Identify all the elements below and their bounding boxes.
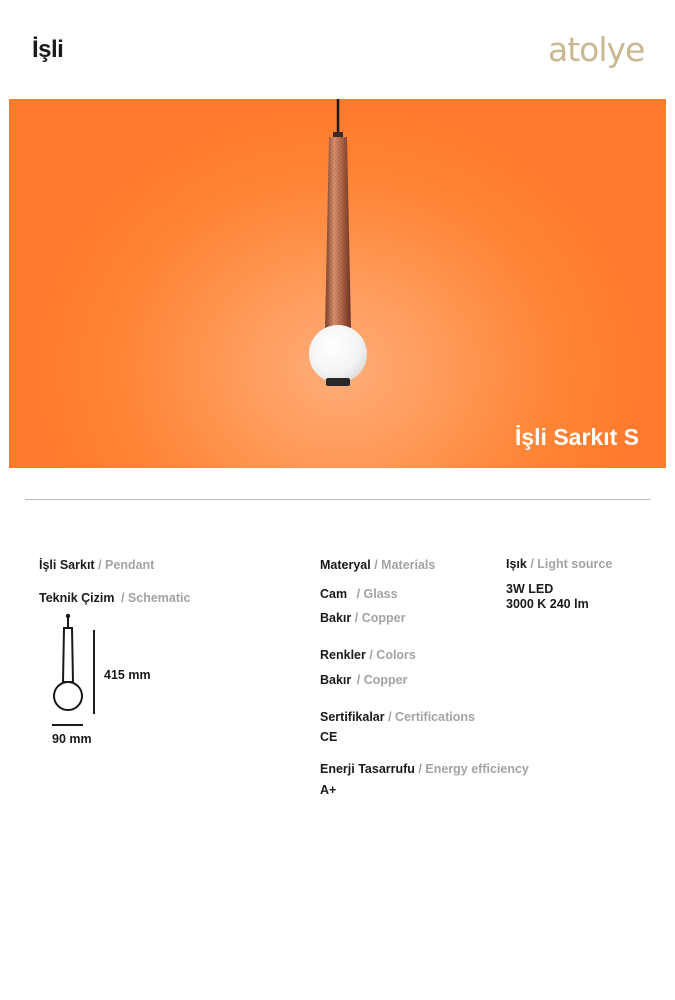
energy-label-en: / Energy efficiency	[418, 762, 529, 776]
light-spec-2: 3000 K 240 lm	[506, 597, 589, 611]
material-name: Cam	[320, 587, 348, 601]
atolye-logo: atolye	[548, 30, 645, 69]
certifications-label-en: / Certifications	[388, 710, 475, 724]
materials-label-en: / Materials	[374, 558, 436, 572]
schematic-drawing	[45, 612, 105, 732]
material-item	[320, 587, 398, 601]
light-label-en: / Light source	[530, 557, 613, 571]
light-spec-1: 3W LED	[506, 582, 554, 596]
schematic-label: Teknik Çizim	[39, 591, 115, 605]
colors-label-en: / Colors	[369, 648, 416, 662]
dimension-height: 415 mm	[104, 668, 151, 682]
material-item	[320, 611, 405, 625]
energy-value: A+	[320, 783, 337, 797]
materials-label: Materyal	[320, 558, 371, 572]
hero-image	[9, 99, 666, 468]
energy-label: Enerji Tasarrufu	[320, 762, 415, 776]
materials-heading	[320, 558, 435, 572]
colors-label: Renkler	[320, 648, 366, 662]
color-name-en: / Copper	[356, 673, 408, 687]
certifications-heading	[320, 710, 475, 724]
product-type	[39, 558, 154, 572]
brand-title: İşli	[32, 36, 64, 63]
schematic-label-en: / Schematic	[120, 591, 191, 605]
light-heading	[506, 557, 612, 571]
pendant-lamp-illustration	[9, 99, 666, 468]
certifications-label: Sertifikalar	[320, 710, 385, 724]
schematic-heading	[39, 591, 190, 605]
certification-value: CE	[320, 730, 338, 744]
section-divider	[25, 499, 650, 500]
light-label: Işık	[506, 557, 527, 571]
color-item	[320, 673, 407, 687]
product-label: İşli Sarkıt	[39, 558, 95, 572]
energy-heading	[320, 762, 529, 776]
product-label-en: / Pendant	[98, 558, 155, 572]
material-name-en: / Glass	[356, 587, 398, 601]
dimension-width: 90 mm	[52, 732, 92, 746]
hero-title: İşli Sarkıt S	[514, 424, 639, 450]
colors-heading	[320, 648, 416, 662]
material-name: Bakır	[320, 611, 352, 625]
material-name-en: / Copper	[354, 611, 406, 625]
color-name: Bakır	[320, 673, 352, 687]
